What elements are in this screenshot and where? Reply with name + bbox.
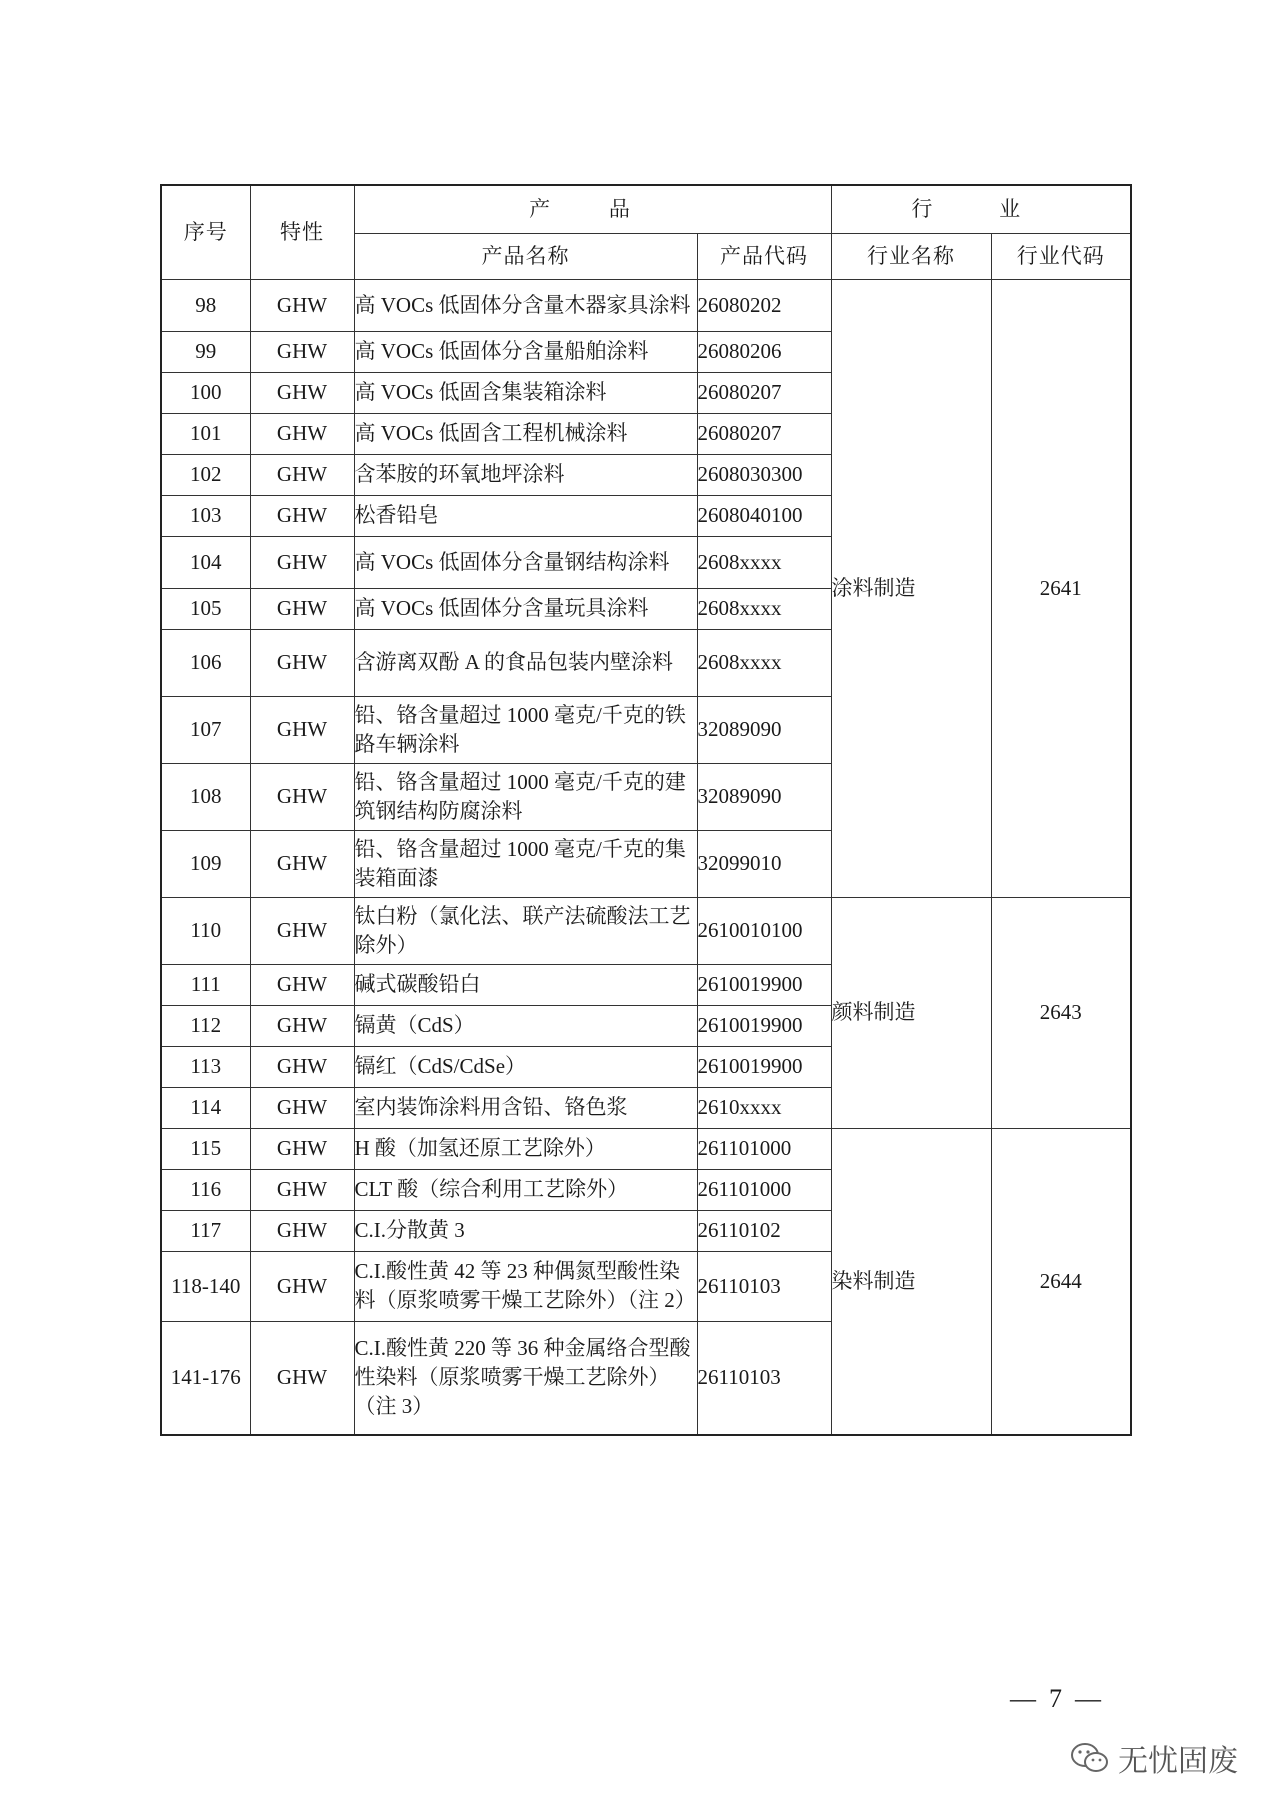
cell-seq: 105	[161, 588, 250, 629]
cell-attr: GHW	[250, 1169, 354, 1210]
cell-product-code: 2610019900	[697, 964, 831, 1005]
cell-attr: GHW	[250, 1321, 354, 1435]
cell-seq: 103	[161, 495, 250, 536]
cell-product-code: 2608xxxx	[697, 588, 831, 629]
watermark-text: 无忧固废	[1118, 1744, 1238, 1779]
cell-attr: GHW	[250, 588, 354, 629]
cell-product-name: 钛白粉（氯化法、联产法硫酸法工艺除外）	[354, 897, 697, 964]
page-number: — 7 —	[1010, 1684, 1101, 1713]
table-body	[161, 279, 1131, 1435]
product-industry-table	[160, 184, 1132, 1436]
cell-seq: 118-140	[161, 1251, 250, 1321]
cell-seq: 111	[161, 964, 250, 1005]
header-product-code: 产品代码	[697, 233, 831, 279]
cell-product-code: 26080206	[697, 331, 831, 372]
cell-product-name: 高 VOCs 低固体分含量玩具涂料	[354, 588, 697, 629]
cell-seq: 117	[161, 1210, 250, 1251]
wechat-icon	[1070, 1741, 1110, 1775]
cell-product-name: CLT 酸（综合利用工艺除外）	[354, 1169, 697, 1210]
cell-attr: GHW	[250, 1046, 354, 1087]
cell-product-name: C.I.酸性黄 220 等 36 种金属络合型酸性染料（原浆喷雾干燥工艺除外）（注 3）	[354, 1321, 697, 1435]
cell-industry-code: 2644	[991, 1128, 1131, 1435]
table-row	[161, 1128, 1131, 1169]
cell-attr: GHW	[250, 331, 354, 372]
cell-attr: GHW	[250, 1210, 354, 1251]
cell-attr: GHW	[250, 413, 354, 454]
cell-product-code: 26080207	[697, 413, 831, 454]
cell-seq: 99	[161, 331, 250, 372]
cell-attr: GHW	[250, 830, 354, 897]
cell-product-code: 26110103	[697, 1251, 831, 1321]
cell-product-code: 261101000	[697, 1128, 831, 1169]
table-row	[161, 279, 1131, 331]
cell-seq: 110	[161, 897, 250, 964]
cell-seq: 104	[161, 536, 250, 588]
cell-product-name: 镉红（CdS/CdSe）	[354, 1046, 697, 1087]
cell-industry-code: 2643	[991, 897, 1131, 1128]
cell-product-name: 高 VOCs 低固含集装箱涂料	[354, 372, 697, 413]
header-industry-code: 行业代码	[991, 233, 1131, 279]
cell-product-code: 26110102	[697, 1210, 831, 1251]
cell-product-name: 铅、铬含量超过 1000 毫克/千克的集装箱面漆	[354, 830, 697, 897]
cell-attr: GHW	[250, 279, 354, 331]
cell-industry-code: 2641	[991, 279, 1131, 897]
cell-product-name: 铅、铬含量超过 1000 毫克/千克的铁路车辆涂料	[354, 696, 697, 763]
table-row	[161, 897, 1131, 964]
cell-industry-name: 涂料制造	[831, 279, 991, 897]
cell-attr: GHW	[250, 763, 354, 830]
cell-product-name: 镉黄（CdS）	[354, 1005, 697, 1046]
cell-product-name: 高 VOCs 低固体分含量木器家具涂料	[354, 279, 697, 331]
cell-product-code: 32089090	[697, 696, 831, 763]
cell-product-name: 含苯胺的环氧地坪涂料	[354, 454, 697, 495]
cell-product-code: 26110103	[697, 1321, 831, 1435]
cell-product-code: 2610010100	[697, 897, 831, 964]
cell-product-code: 2608030300	[697, 454, 831, 495]
cell-product-name: C.I.分散黄 3	[354, 1210, 697, 1251]
cell-seq: 108	[161, 763, 250, 830]
cell-seq: 141-176	[161, 1321, 250, 1435]
cell-product-code: 2608040100	[697, 495, 831, 536]
cell-product-name: C.I.酸性黄 42 等 23 种偶氮型酸性染料（原浆喷雾干燥工艺除外）（注 2）	[354, 1251, 697, 1321]
cell-product-name: 高 VOCs 低固含工程机械涂料	[354, 413, 697, 454]
cell-product-code: 2610xxxx	[697, 1087, 831, 1128]
cell-product-code: 2610019900	[697, 1046, 831, 1087]
header-industry-group: 行 业	[831, 185, 1131, 233]
cell-product-code: 26080202	[697, 279, 831, 331]
cell-attr: GHW	[250, 1087, 354, 1128]
cell-seq: 114	[161, 1087, 250, 1128]
cell-attr: GHW	[250, 372, 354, 413]
cell-attr: GHW	[250, 536, 354, 588]
cell-seq: 115	[161, 1128, 250, 1169]
cell-product-code: 32089090	[697, 763, 831, 830]
cell-seq: 100	[161, 372, 250, 413]
cell-attr: GHW	[250, 1128, 354, 1169]
cell-attr: GHW	[250, 897, 354, 964]
header-seq: 序号	[161, 185, 250, 279]
cell-product-name: H 酸（加氢还原工艺除外）	[354, 1128, 697, 1169]
cell-product-name: 含游离双酚 A 的食品包装内壁涂料	[354, 629, 697, 696]
cell-attr: GHW	[250, 1005, 354, 1046]
cell-attr: GHW	[250, 696, 354, 763]
cell-product-code: 26080207	[697, 372, 831, 413]
cell-product-code: 261101000	[697, 1169, 831, 1210]
cell-attr: GHW	[250, 495, 354, 536]
header-industry-name: 行业名称	[831, 233, 991, 279]
cell-industry-name: 颜料制造	[831, 897, 991, 1128]
cell-product-code: 2610019900	[697, 1005, 831, 1046]
header-product-group: 产 品	[354, 185, 831, 233]
watermark	[1070, 1738, 1238, 1778]
cell-seq: 113	[161, 1046, 250, 1087]
cell-seq: 101	[161, 413, 250, 454]
cell-attr: GHW	[250, 1251, 354, 1321]
cell-product-code: 2608xxxx	[697, 629, 831, 696]
cell-seq: 102	[161, 454, 250, 495]
header-product-name: 产品名称	[354, 233, 697, 279]
cell-seq: 112	[161, 1005, 250, 1046]
cell-seq: 116	[161, 1169, 250, 1210]
cell-product-name: 铅、铬含量超过 1000 毫克/千克的建筑钢结构防腐涂料	[354, 763, 697, 830]
cell-attr: GHW	[250, 629, 354, 696]
cell-product-name: 碱式碳酸铅白	[354, 964, 697, 1005]
cell-attr: GHW	[250, 964, 354, 1005]
cell-seq: 98	[161, 279, 250, 331]
cell-product-code: 32099010	[697, 830, 831, 897]
cell-product-name: 室内装饰涂料用含铅、铬色浆	[354, 1087, 697, 1128]
header-attr: 特性	[250, 185, 354, 279]
cell-seq: 106	[161, 629, 250, 696]
cell-attr: GHW	[250, 454, 354, 495]
cell-industry-name: 染料制造	[831, 1128, 991, 1435]
cell-product-name: 松香铅皂	[354, 495, 697, 536]
cell-seq: 109	[161, 830, 250, 897]
cell-seq: 107	[161, 696, 250, 763]
cell-product-name: 高 VOCs 低固体分含量船舶涂料	[354, 331, 697, 372]
cell-product-name: 高 VOCs 低固体分含量钢结构涂料	[354, 536, 697, 588]
cell-product-code: 2608xxxx	[697, 536, 831, 588]
